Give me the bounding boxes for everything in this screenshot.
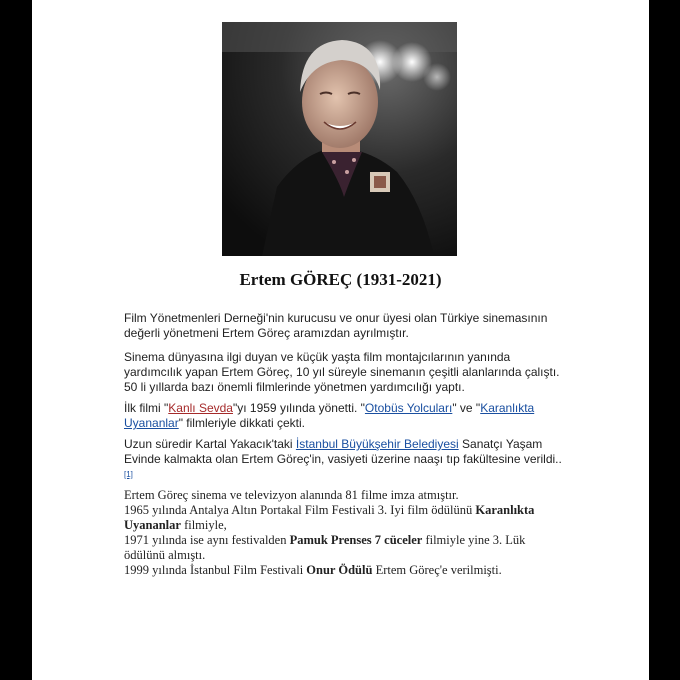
films-count-line: Ertem Göreç sinema ve televizyon alanında 81 filme imza atmıştır.	[124, 488, 459, 502]
document-page	[32, 0, 649, 680]
award-1999-line	[124, 563, 564, 578]
reference-link[interactable]: [1]	[124, 470, 133, 479]
text-segment: 1965 yılında Antalya Altın Portakal Film Festivali 3. Iyi film ödülünü	[124, 503, 476, 517]
film-title-bold: Karanlıkta Uyananlar	[124, 503, 535, 532]
award-name-bold: Onur Ödülü	[306, 563, 373, 577]
text-segment: İlk filmi "	[124, 401, 169, 415]
portrait-photo	[222, 22, 457, 256]
career-paragraph: Sinema dünyasına ilgi duyan ve küçük yaşta film montajcılarının yanında yardımcılık yapan Ertem Göreç, 10 yıl süreyle sinemanın çeşitli alanlarında çalıştı. 50 li yıllarda bazı önemli filmlerinde yönetmen yardımcılığı yaptı.	[124, 350, 560, 394]
text-segment: "yı 1959 yılında yönetti. "	[232, 401, 365, 415]
award-1971-line	[124, 533, 564, 563]
text-segment: " ve "	[452, 401, 481, 415]
text-segment: Ertem Göreç'e verilmişti.	[372, 563, 502, 577]
intro-paragraph: Film Yönetmenleri Derneği'nin kurucusu ve onur üyesi olan Türkiye sinemasının değerli yönetmeni Ertem Göreç aramızdan ayrılmıştır.	[124, 311, 548, 340]
page-title: Ertem GÖREÇ (1931-2021)	[239, 270, 442, 289]
awards-block	[124, 488, 564, 578]
residence-paragraph	[124, 437, 564, 486]
text-segment: 1971 yılında ise aynı festivalden	[124, 533, 290, 547]
link-otobus-yolculari[interactable]: Otobüs Yolcuları	[364, 401, 453, 415]
text-segment: " filmleriyle dikkati çekti.	[178, 416, 305, 430]
text-segment: Uzun süredir Kartal Yakacık'taki	[124, 437, 296, 451]
link-istanbul-buyuksehir-belediyesi[interactable]: İstanbul Büyükşehir Belediyesi	[295, 437, 459, 451]
link-kanli-sevda[interactable]: Kanlı Sevda	[168, 401, 233, 415]
text-segment: Sanatçı Yaşam Evinde kalmakta olan Ertem Göreç'in, vasiyeti üzerine naaşı tıp fakültesine verildi..	[124, 437, 562, 466]
film-title-bold: Pamuk Prenses 7 cüceler	[289, 533, 423, 547]
text-segment: filmiyle,	[180, 518, 227, 532]
text-segment: filmiyle yine 3. Lük ödülünü almıştı.	[124, 533, 526, 562]
link-karanlikta-uyananlar[interactable]: Karanlıkta Uyananlar	[124, 401, 535, 430]
first-films-paragraph	[124, 401, 564, 431]
award-1965-line	[124, 503, 564, 533]
text-segment: 1999 yılında İstanbul Film Festivali	[124, 563, 307, 577]
